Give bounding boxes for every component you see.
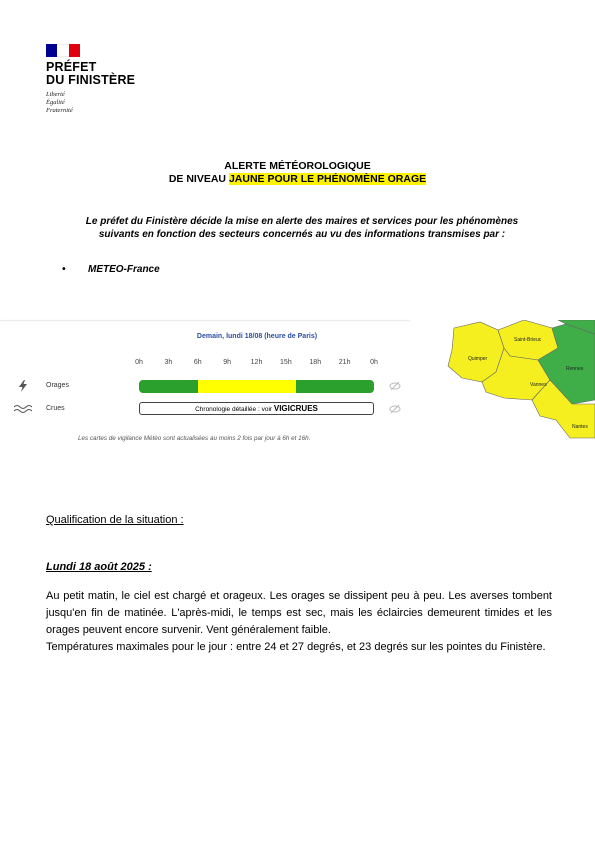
map-city-vannes: Vannes	[530, 382, 547, 388]
hour-label: 3h	[164, 359, 173, 366]
hour-label: 9h	[223, 359, 232, 366]
vigilance-map	[440, 320, 595, 440]
title-line2	[0, 173, 595, 186]
vigicrues-link[interactable]	[139, 402, 374, 415]
orage-timeline-bar	[139, 380, 374, 393]
forecast-text: Au petit matin, le ciel est chargé et orageux. Les orages se dissipent peu à peu. Les averses tombent jusqu'en fin de matinée. L'après-midi, le temps est sec, mais les éclaircies demeurent timides et les orages peuvent encore survenir. Vent généralement faible.	[46, 590, 552, 636]
hour-label: 6h	[193, 359, 202, 366]
motto-liberte: Liberté	[46, 91, 65, 98]
republic-motto	[46, 91, 73, 115]
title-highlight: JAUNE POUR LE PHÉNOMÈNE ORAGE	[228, 173, 427, 185]
vigilance-footnote: Les cartes de vigilance Météo sont actualisées au moins 2 fois par jour à 6h et 16h.	[78, 435, 311, 442]
forecast-paragraph	[46, 588, 552, 656]
qualification-heading: Qualification de la situation :	[46, 514, 184, 526]
timeline-segment	[198, 380, 296, 393]
map-city-saint-brieuc: Saint-Brieuc	[514, 337, 542, 343]
hour-label: 12h	[250, 359, 263, 366]
map-city-rennes: Rennes	[566, 366, 584, 372]
date-heading: Lundi 18 août 2025 :	[46, 561, 152, 573]
row-label-crues: Crues	[46, 405, 65, 412]
title-line1: ALERTE MÉTÉOROLOGIQUE	[224, 160, 371, 172]
marianne-flag-logo	[46, 44, 80, 57]
prefecture-line2: DU FINISTÈRE	[46, 73, 136, 87]
motto-egalite: Égalité	[46, 99, 65, 106]
source-bullet	[62, 264, 160, 275]
crues-text: Chronologie détaillée : voir	[195, 406, 274, 413]
timeline-segment	[296, 380, 374, 393]
hour-label: 0h	[135, 359, 143, 366]
hour-label: 21h	[338, 359, 351, 366]
map-city-nantes: Nantes	[572, 424, 588, 430]
lightning-icon	[18, 380, 28, 395]
hour-label: 0h	[370, 359, 378, 366]
vigilance-title: Demain, lundi 18/08 (heure de Paris)	[196, 333, 318, 340]
bullet-marker: •	[62, 264, 66, 275]
hour-label: 15h	[280, 359, 292, 366]
vigicrues-brand: VIGICRUES	[273, 404, 318, 413]
hour-label: 18h	[309, 359, 322, 366]
document-title	[0, 160, 595, 186]
map-city-quimper: Quimper	[468, 356, 488, 362]
panel-top-border	[0, 320, 410, 321]
title-prefix: DE NIVEAU	[168, 173, 229, 185]
intro-text	[62, 215, 542, 241]
prefecture-name	[46, 61, 135, 87]
timeline-segment	[139, 380, 198, 393]
hidden-eye-icon[interactable]	[389, 403, 401, 417]
prefecture-line1: PRÉFET	[46, 60, 97, 74]
temperature-text: Températures maximales pour le jour : entre 24 et 27 degrés, et 23 degrés sur les pointes du Finistère.	[46, 641, 546, 653]
bullet-text: METEO-France	[88, 264, 160, 275]
intro-line1: Le préfet du Finistère décide la mise en alerte des maires et services pour les phénomènes	[85, 216, 519, 227]
motto-fraternite: Fraternité	[46, 107, 73, 114]
intro-line2: suivants en fonction des secteurs concernés au vu des informations transmises par :	[98, 229, 506, 240]
hidden-eye-icon[interactable]	[389, 380, 401, 394]
row-label-orages: Orages	[46, 382, 69, 389]
waves-icon	[14, 404, 32, 417]
